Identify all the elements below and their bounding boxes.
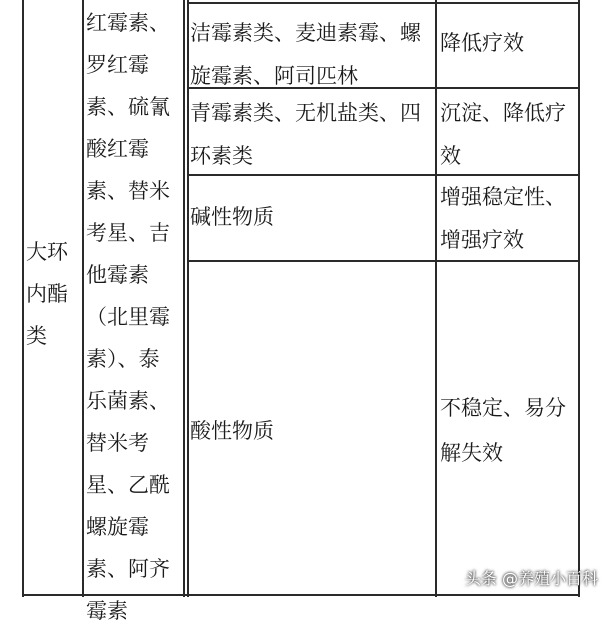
watermark [465, 566, 598, 589]
interacting-drugs-cell: 洁霉素类、麦迪素霉、螺旋霉素、阿司匹林 [190, 21, 421, 88]
interaction-effect-cell: 降低疗效 [440, 31, 524, 55]
interaction-effect-cell: 增强稳定性、增强疗效 [440, 185, 566, 252]
table-divider-antibiotics-inner [187, 0, 189, 597]
watermark-text: 头条 @养殖小百科 [464, 569, 598, 588]
interacting-drugs-cell: 酸性物质 [190, 419, 274, 443]
table-divider-antibiotics [183, 0, 185, 597]
table-divider-effect [435, 0, 437, 597]
interacting-drugs-cell: 碱性物质 [190, 205, 274, 229]
table-border-right [578, 0, 580, 597]
antibiotics-cell: 红霉素、罗红霉素、硫氰酸红霉素、替米考星、吉他霉素（北里霉素）、泰乐菌素、替米考星、乙酰螺旋霉素、阿齐霉素 [86, 11, 170, 623]
interacting-drugs-cell: 青霉素类、无机盐类、四环素类 [190, 101, 421, 168]
interaction-effect-cell: 不稳定、易分解失效 [440, 396, 566, 465]
table-border-top [187, 2, 580, 4]
table-border-left [22, 0, 24, 597]
interaction-effect-cell: 沉淀、降低疗效 [440, 101, 566, 168]
category-cell: 大环内酯类 [26, 240, 68, 348]
table-divider-category [82, 0, 84, 597]
